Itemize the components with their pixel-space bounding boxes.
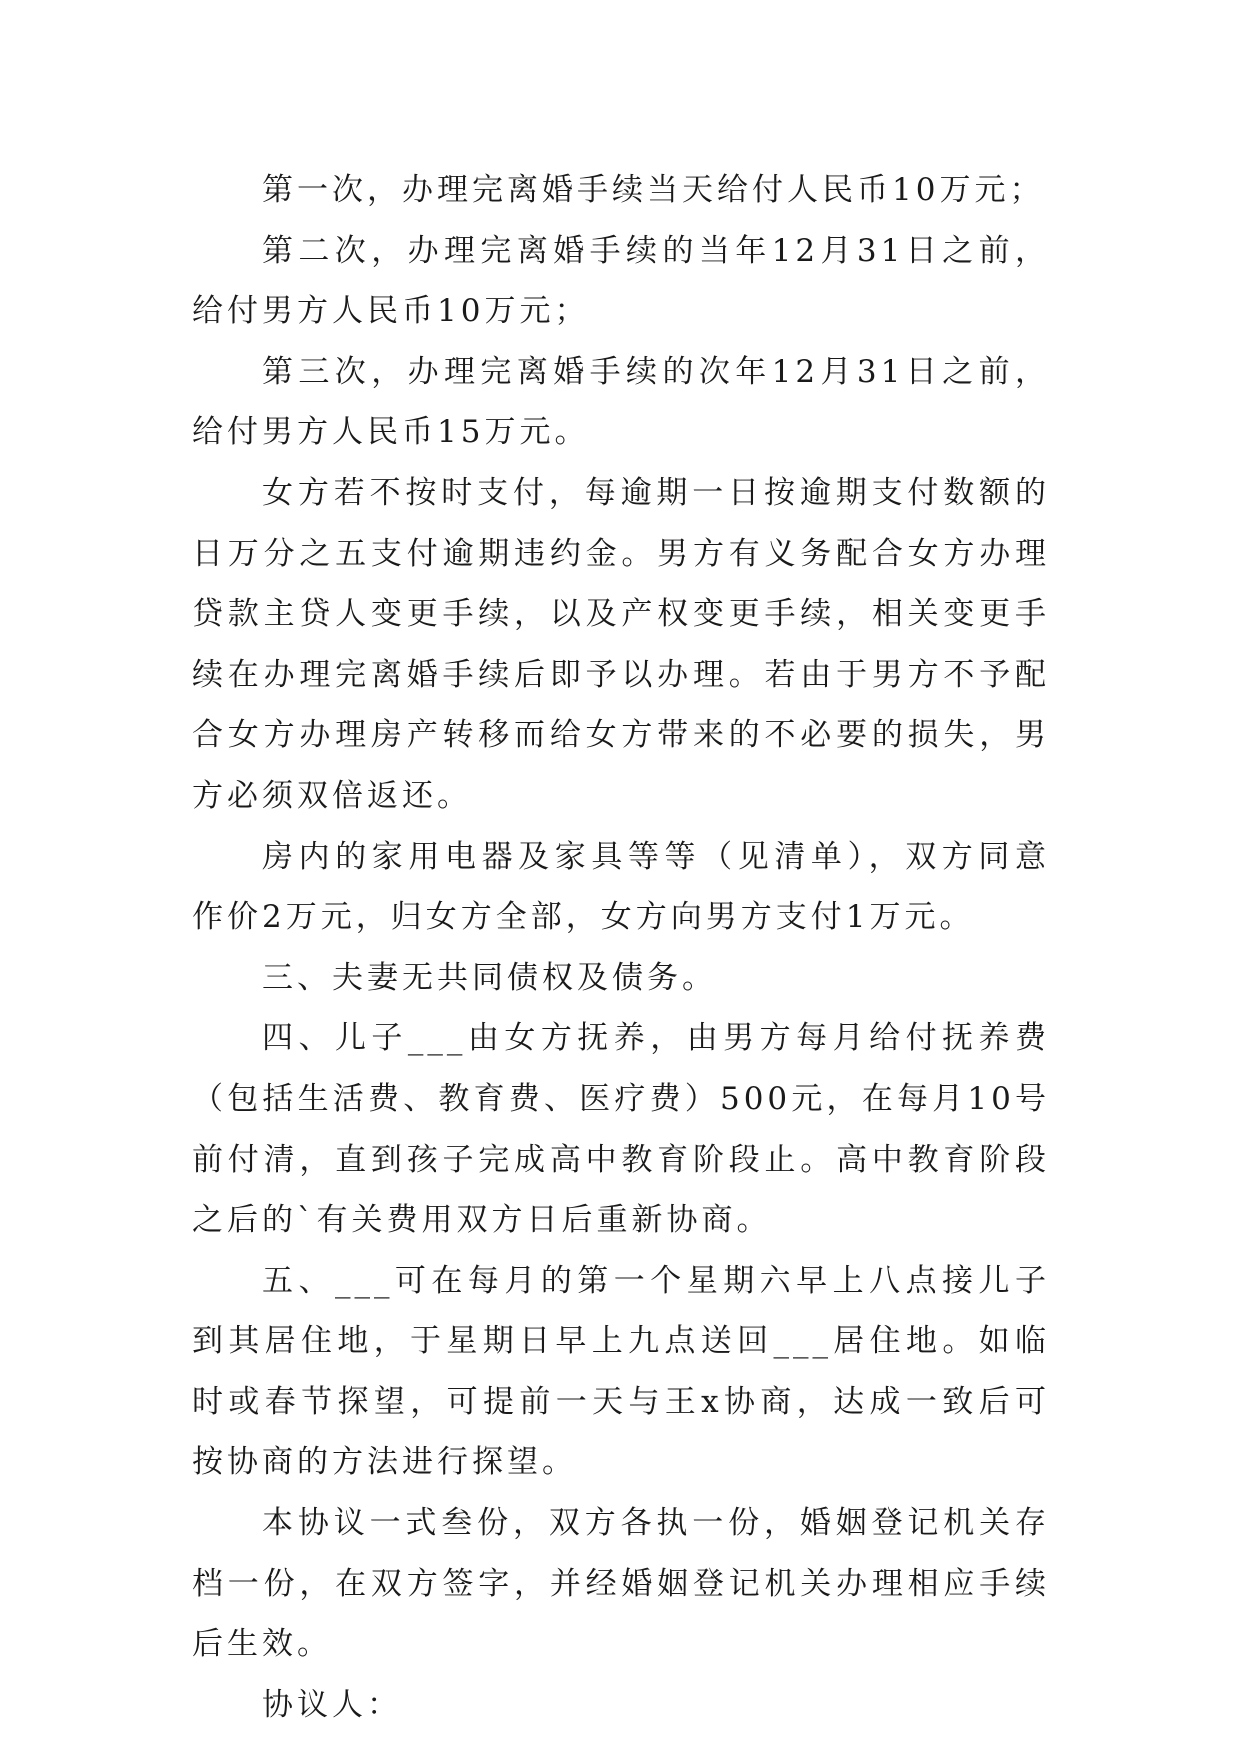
paragraph-payment-second: 第二次，办理完离婚手续的当年12月31日之前，给付男方人民币10万元； [192, 232, 1050, 330]
paragraph-furniture: 房内的家用电器及家具等等（见清单），双方同意作价2万元，归女方全部，女方向男方支付1万元。 [192, 838, 1050, 936]
document-body [192, 160, 1050, 1735]
paragraph-copies: 本协议一式叁份，双方各执一份，婚姻登记机关存档一份，在双方签字，并经婚姻登记机关办理相应手续后生效。 [192, 1505, 1050, 1663]
paragraph-debts: 三、夫妻无共同债权及债务。 [262, 959, 717, 996]
paragraph-signatories: 协议人： [262, 1686, 402, 1723]
paragraph-visitation: 五、___可在每月的第一个星期六早上八点接儿子到其居住地，于星期日早上九点送回___居住地。如临时或春节探望，可提前一天与王x协商，达成一致后可按协商的方法进行探望。 [192, 1262, 1050, 1481]
paragraph-child-support: 四、儿子___由女方抚养，由男方每月给付抚养费（包括生活费、教育费、医疗费）500元，在每月10号前付清，直到孩子完成高中教育阶段止。高中教育阶段之后的`有关费用双方日后重新协商。 [192, 1020, 1050, 1239]
paragraph-late-penalty: 女方若不按时支付，每逾期一日按逾期支付数额的日万分之五支付逾期违约金。男方有义务配合女方办理贷款主贷人变更手续，以及产权变更手续，相关变更手续在办理完离婚手续后即予以办理。若由于男方不予配合女方办理房产转移而给女方带来的不必要的损失，男方必须双倍返还。 [192, 474, 1050, 814]
paragraph-payment-first: 第一次，办理完离婚手续当天给付人民币10万元； [262, 172, 1045, 208]
paragraph-payment-third: 第三次，办理完离婚手续的次年12月31日之前，给付男方人民币15万元。 [192, 353, 1050, 451]
